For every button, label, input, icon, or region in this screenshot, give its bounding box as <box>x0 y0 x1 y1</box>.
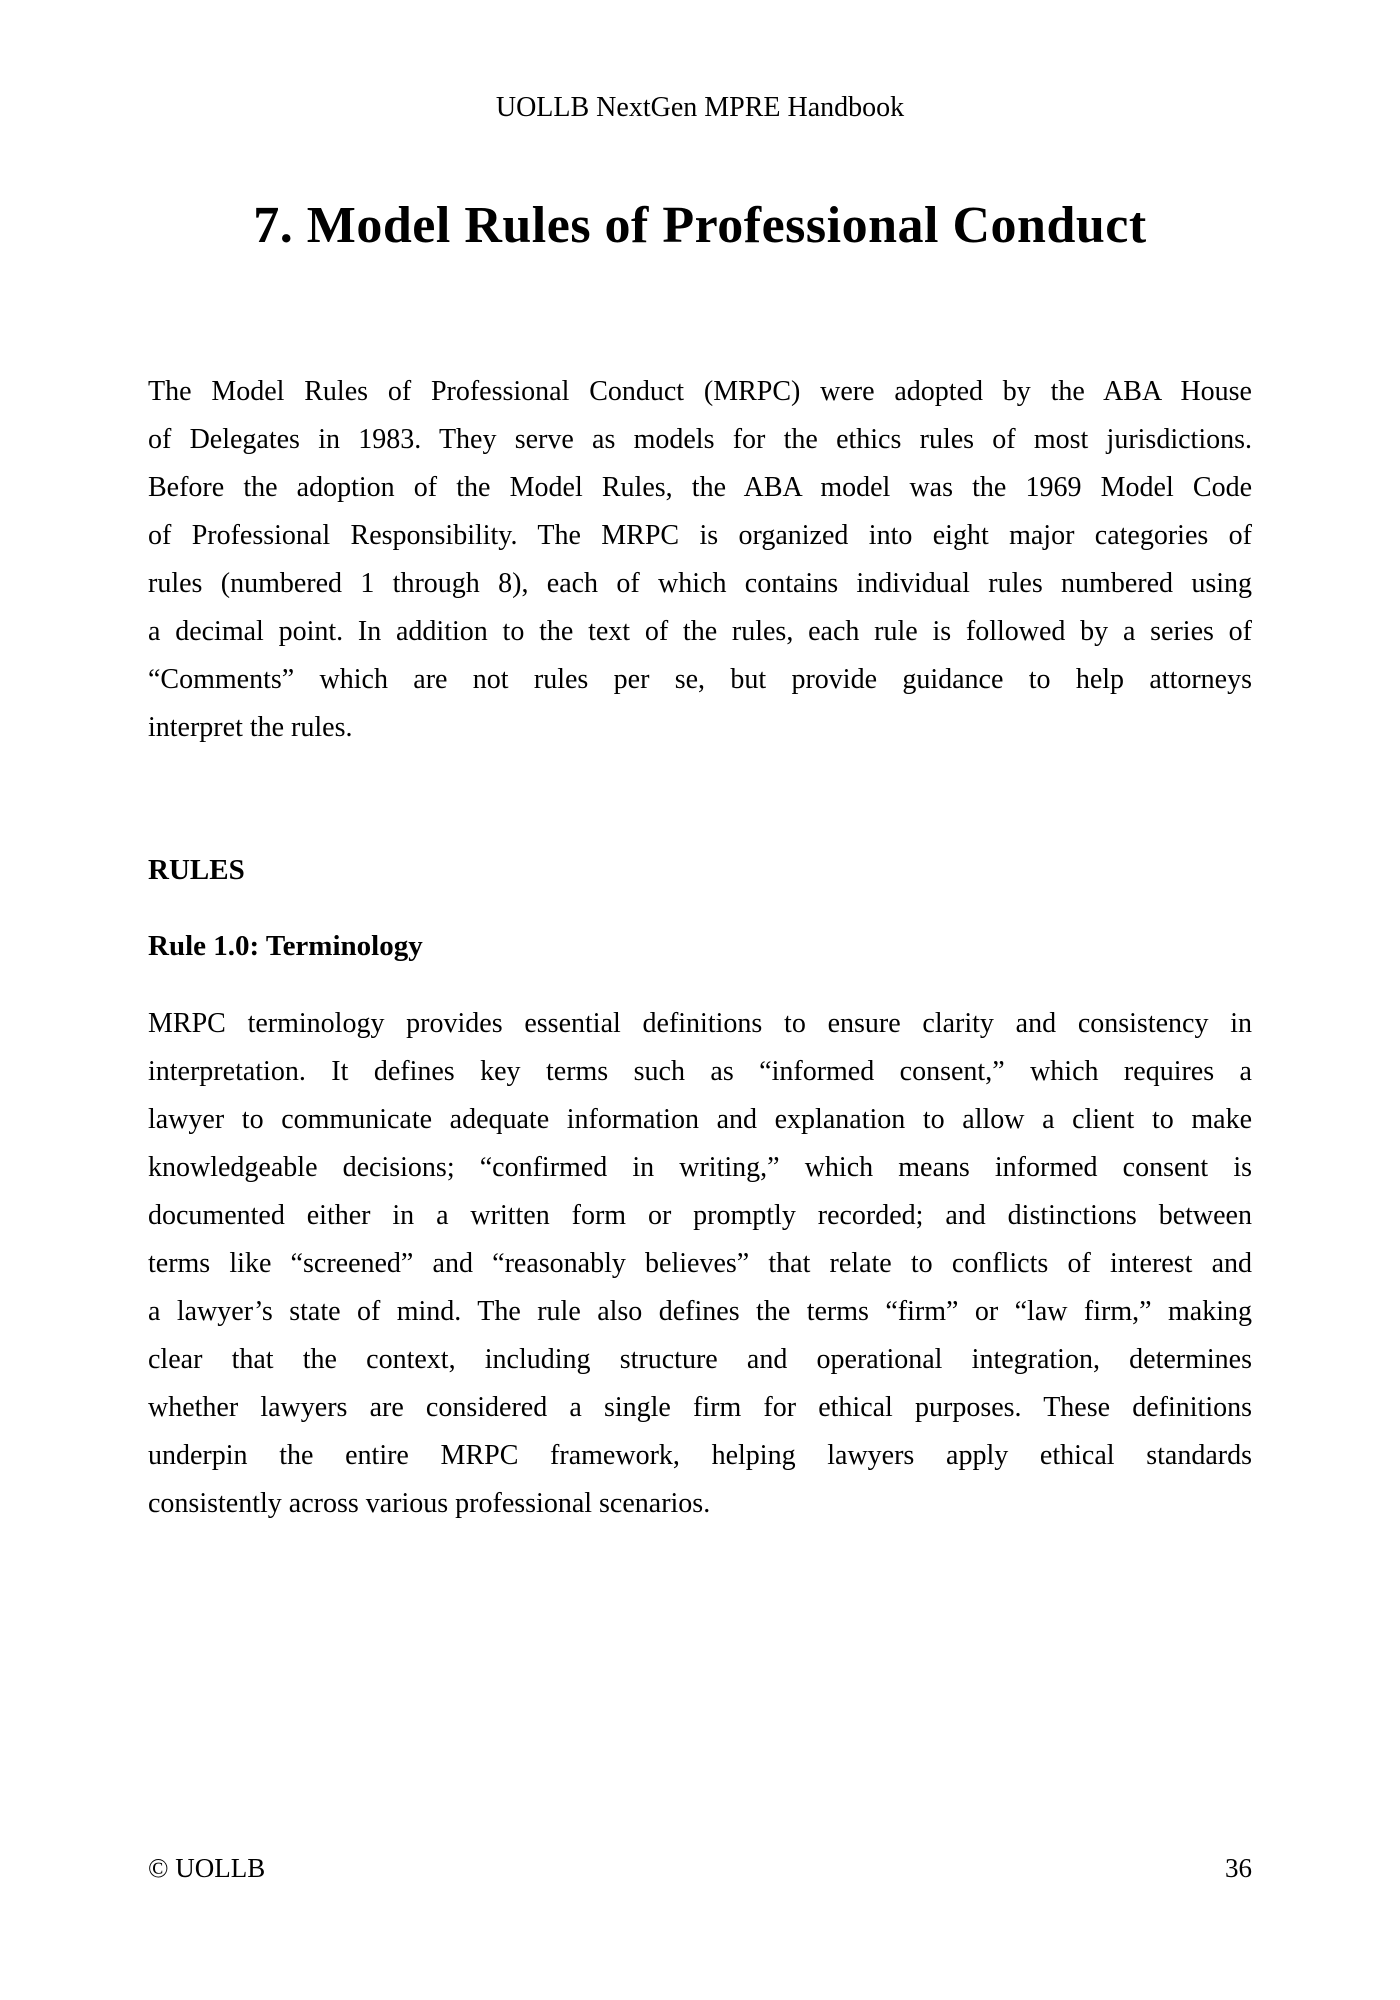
paragraph-line: a lawyer’s state of mind. The rule also defines the terms “firm” or “law firm,” making <box>148 1296 1252 1327</box>
paragraph-line: of Professional Responsibility. The MRPC is organized into eight major categories of <box>148 520 1252 551</box>
paragraph-line: a decimal point. In addition to the text of the rules, each rule is followed by a series of <box>148 616 1252 647</box>
intro-paragraph <box>148 368 1252 752</box>
paragraph-line: interpret the rules. <box>148 712 353 743</box>
paragraph-line: underpin the entire MRPC framework, helping lawyers apply ethical standards <box>148 1440 1252 1471</box>
paragraph-line: rules (numbered 1 through 8), each of which contains individual rules numbered using <box>148 568 1252 599</box>
running-header: UOLLB NextGen MPRE Handbook <box>495 92 905 123</box>
page-number: 36 <box>1225 1853 1252 1883</box>
paragraph-line: interpretation. It defines key terms such as “informed consent,” which requires a <box>148 1056 1252 1087</box>
paragraph-line: The Model Rules of Professional Conduct (MRPC) were adopted by the ABA House <box>148 376 1252 407</box>
paragraph-line: “Comments” which are not rules per se, but provide guidance to help attorneys <box>148 664 1252 695</box>
terminology-paragraph <box>148 1000 1252 1528</box>
rule-1-0-heading: Rule 1.0: Terminology <box>148 930 423 962</box>
paragraph-line: lawyer to communicate adequate information and explanation to allow a client to make <box>148 1104 1252 1135</box>
rules-section-heading: RULES <box>148 854 245 886</box>
paragraph-line: consistently across various professional scenarios. <box>148 1488 711 1519</box>
paragraph-line: Before the adoption of the Model Rules, the ABA model was the 1969 Model Code <box>148 472 1252 503</box>
paragraph-line: MRPC terminology provides essential definitions to ensure clarity and consistency in <box>148 1008 1252 1039</box>
paragraph-line: terms like “screened” and “reasonably believes” that relate to conflicts of interest and <box>148 1248 1252 1279</box>
chapter-title: 7. Model Rules of Professional Conduct <box>253 197 1147 254</box>
paragraph-line: clear that the context, including structure and operational integration, determines <box>148 1344 1252 1375</box>
page-footer <box>148 1848 1252 1888</box>
copyright-notice: © UOLLB <box>148 1853 266 1883</box>
paragraph-line: of Delegates in 1983. They serve as models for the ethics rules of most jurisdictions. <box>148 424 1252 455</box>
paragraph-line: documented either in a written form or promptly recorded; and distinctions between <box>148 1200 1252 1231</box>
paragraph-line: knowledgeable decisions; “confirmed in writing,” which means informed consent is <box>148 1152 1252 1183</box>
paragraph-line: whether lawyers are considered a single firm for ethical purposes. These definitions <box>148 1392 1252 1423</box>
